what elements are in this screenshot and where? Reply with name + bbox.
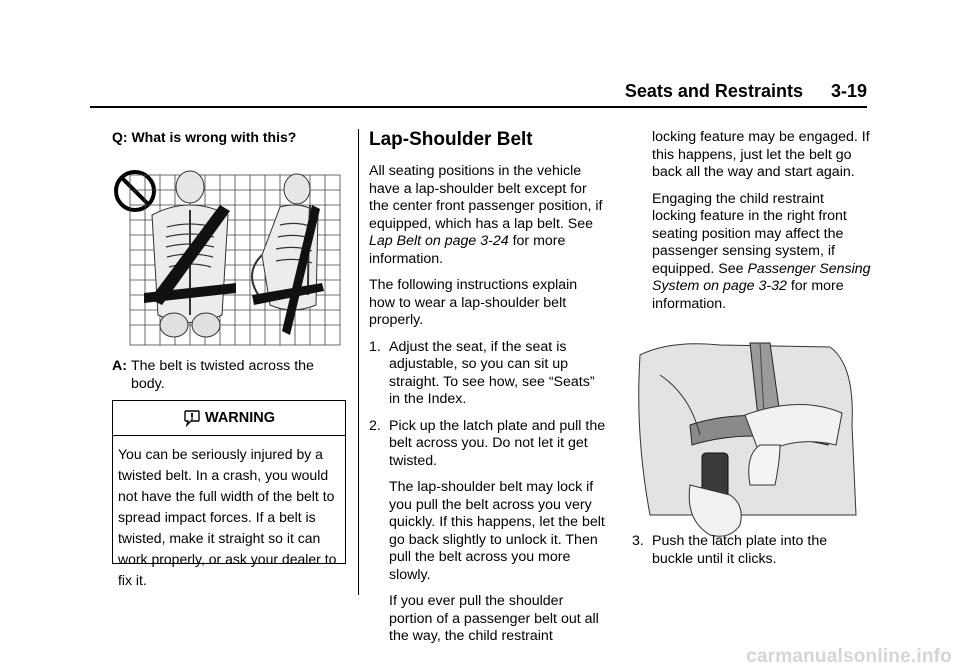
answer-label: A: bbox=[112, 358, 127, 374]
answer bbox=[112, 358, 350, 393]
sensing-paragraph: Engaging the child restraint locking feature in the right front seating position may affect the passenger sensing system, if equipped. See Passenger Sensing System on page 3-32 for more information. bbox=[652, 190, 871, 312]
page-header bbox=[0, 0, 960, 110]
cross-reference: Passenger Sensing System on page 3-32 bbox=[652, 260, 871, 294]
intro-paragraph: All seating positions in the vehicle have a lap-shoulder belt except for the center front passenger position, if equipped, which has a lap belt. See Lap Belt on page 3-24 for more information. bbox=[369, 163, 603, 267]
left-column bbox=[112, 129, 350, 156]
list-item: 3. Push the latch plate into the buckle until it clicks. bbox=[632, 533, 828, 567]
answer-text: The belt is twisted across the body. bbox=[130, 358, 314, 392]
step2-note-2: If you ever pull the shoulder portion of a passenger belt out all the way, the child restraint bbox=[389, 593, 599, 644]
cross-reference: Lap Belt on page 3-24 bbox=[369, 233, 509, 249]
column-divider bbox=[358, 129, 359, 595]
step2-note: The lap-shoulder belt may lock if you pull the belt across you very quickly. If this happens, let the belt go back slightly to unlock it. Then pull the belt across you more slowly. bbox=[389, 479, 605, 583]
step-3 bbox=[632, 533, 872, 577]
section-title: Seats and Restraints bbox=[624, 81, 803, 101]
warning-title: WARNING bbox=[204, 410, 276, 426]
header-rule bbox=[90, 106, 867, 108]
prohibition-icon bbox=[116, 172, 154, 210]
twisted-belt-illustration bbox=[112, 165, 342, 350]
list-item: 2. Pick up the latch plate and pull the belt across you. Do not let it get twisted. bbox=[369, 417, 606, 469]
page-number: 3-19 bbox=[830, 81, 867, 101]
watermark: carmanualsonline.info bbox=[746, 646, 952, 667]
instructions-paragraph: The following instructions explain how to wear a lap-shoulder belt properly. bbox=[369, 277, 578, 328]
list-item: 1. Adjust the seat, if the seat is adjustable, so you can sit up straight. To see how, see “Seats” in the Index. bbox=[369, 338, 595, 407]
continued-paragraph: locking feature may be engaged. If this happens, just let the belt go back all the way and start again. bbox=[652, 129, 870, 180]
latch-plate-illustration bbox=[630, 335, 860, 547]
warning-icon bbox=[183, 409, 201, 427]
warning-box bbox=[112, 400, 346, 588]
question: Q: What is wrong with this? bbox=[112, 129, 297, 145]
section-heading: Lap-Shoulder Belt bbox=[369, 129, 533, 150]
warning-text: You can be seriously injured by a twisted belt. In a crash, you would not have the full width of the belt to spread impact forces. If a belt is twisted, make it straight so it can work properly, or ask your dealer to fix it. bbox=[118, 446, 337, 588]
middle-column bbox=[369, 129, 607, 655]
right-column bbox=[632, 129, 872, 322]
